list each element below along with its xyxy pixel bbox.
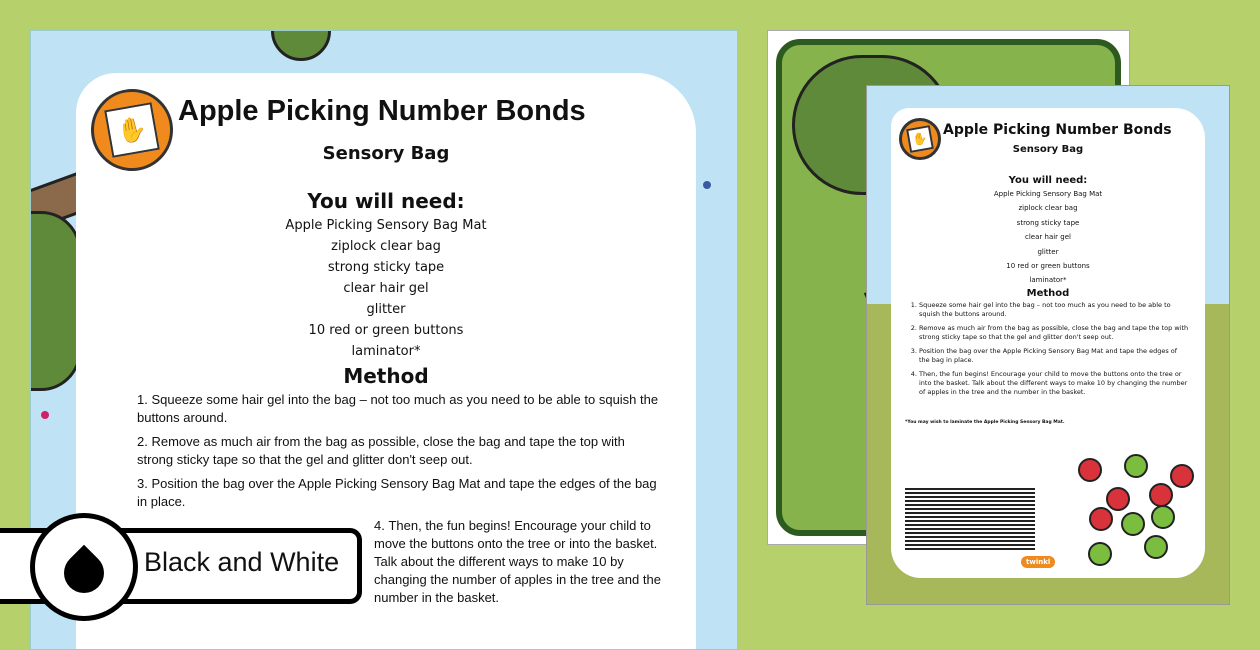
need-item: clear hair gel: [1025, 233, 1071, 242]
need-item: ziplock clear bag: [1018, 204, 1078, 213]
method-heading: Method: [343, 364, 429, 388]
color-document-preview: [866, 85, 1230, 605]
need-item: Apple Picking Sensory Bag Mat: [993, 190, 1103, 198]
green-button: [1151, 505, 1175, 529]
confetti: [41, 411, 49, 419]
need-item: 10 red or green buttons: [1006, 262, 1090, 271]
need-heading: You will need:: [307, 189, 465, 213]
disclaimer-text: [905, 488, 1035, 550]
need-heading: You will need:: [1008, 175, 1088, 186]
red-button: [1106, 487, 1130, 511]
confetti: [703, 181, 711, 189]
red-button: [1149, 483, 1173, 507]
tree-foliage: [30, 211, 81, 391]
method-step: 1. Squeeze some hair gel into the bag – not too much as you need to be able to squish the buttons around.: [136, 391, 661, 427]
method-step: 4. Then, the fun begins! Encourage your child to move the buttons onto the tree or into the basket. Talk about the different ways to make 10 by changing the number of apples in the tree and the number in the basket.: [919, 370, 1189, 397]
need-item: glitter: [1037, 247, 1059, 256]
need-item: glitter: [366, 302, 406, 317]
badge-label: Black and White: [144, 547, 340, 577]
method-list: [919, 301, 1189, 397]
tree-foliage: [271, 30, 331, 61]
document-card-small: [891, 108, 1205, 578]
need-item: ziplock clear bag: [331, 239, 441, 254]
method-step: 2. Remove as much air from the bag as possible, close the bag and tape the top with strong sticky tape so that the gel and glitter don't seep out.: [919, 324, 1189, 342]
method-step: 3. Position the bag over the Apple Picking Sensory Bag Mat and tape the edges of the bag in place.: [136, 475, 661, 511]
need-item: clear hair gel: [343, 281, 429, 296]
document-title: Apple Picking Number Bonds: [178, 95, 586, 127]
method-step: 1. Squeeze some hair gel into the bag – not too much as you need to be able to squish the buttons around.: [919, 301, 1189, 319]
red-button: [1089, 507, 1113, 531]
document-subtitle: Sensory Bag: [322, 143, 450, 164]
method-step: 2. Remove as much air from the bag as possible, close the bag and tape the top with strong sticky tape so that the gel and glitter don't seep out.: [136, 433, 661, 469]
need-list: [891, 187, 1205, 288]
need-item: 10 red or green buttons: [308, 323, 464, 338]
document-subtitle: Sensory Bag: [1012, 144, 1084, 155]
sensory-hand-icon: ✋: [91, 89, 173, 171]
footnote: *You may wish to laminate the Apple Picking Sensory Bag Mat.: [905, 420, 1065, 425]
need-item: Apple Picking Sensory Bag Mat: [285, 218, 487, 233]
document-title: Apple Picking Number Bonds: [943, 122, 1172, 138]
need-item: laminator*: [351, 344, 421, 359]
ink-drop-icon: [30, 513, 138, 621]
need-item: strong sticky tape: [327, 260, 445, 275]
green-button: [1124, 454, 1148, 478]
green-button: [1121, 512, 1145, 536]
need-item: strong sticky tape: [1016, 218, 1080, 227]
method-heading: Method: [1026, 288, 1070, 299]
red-button: [1078, 458, 1102, 482]
red-button: [1170, 464, 1194, 488]
need-list: [76, 215, 696, 362]
need-item: laminator*: [1029, 276, 1067, 285]
green-button: [1144, 535, 1168, 559]
method-step: 4. Then, the fun begins! Encourage your child to move the buttons onto the tree or into the basket. Talk about the different ways to make 10 by changing the number of apples in the tree and the number in the basket.: [136, 517, 661, 607]
method-step: 3. Position the bag over the Apple Picking Sensory Bag Mat and tape the edges of the bag in place.: [919, 347, 1189, 365]
sensory-hand-icon: ✋: [899, 118, 941, 160]
twinkl-logo: twinkl: [1021, 556, 1055, 568]
green-button: [1088, 542, 1112, 566]
